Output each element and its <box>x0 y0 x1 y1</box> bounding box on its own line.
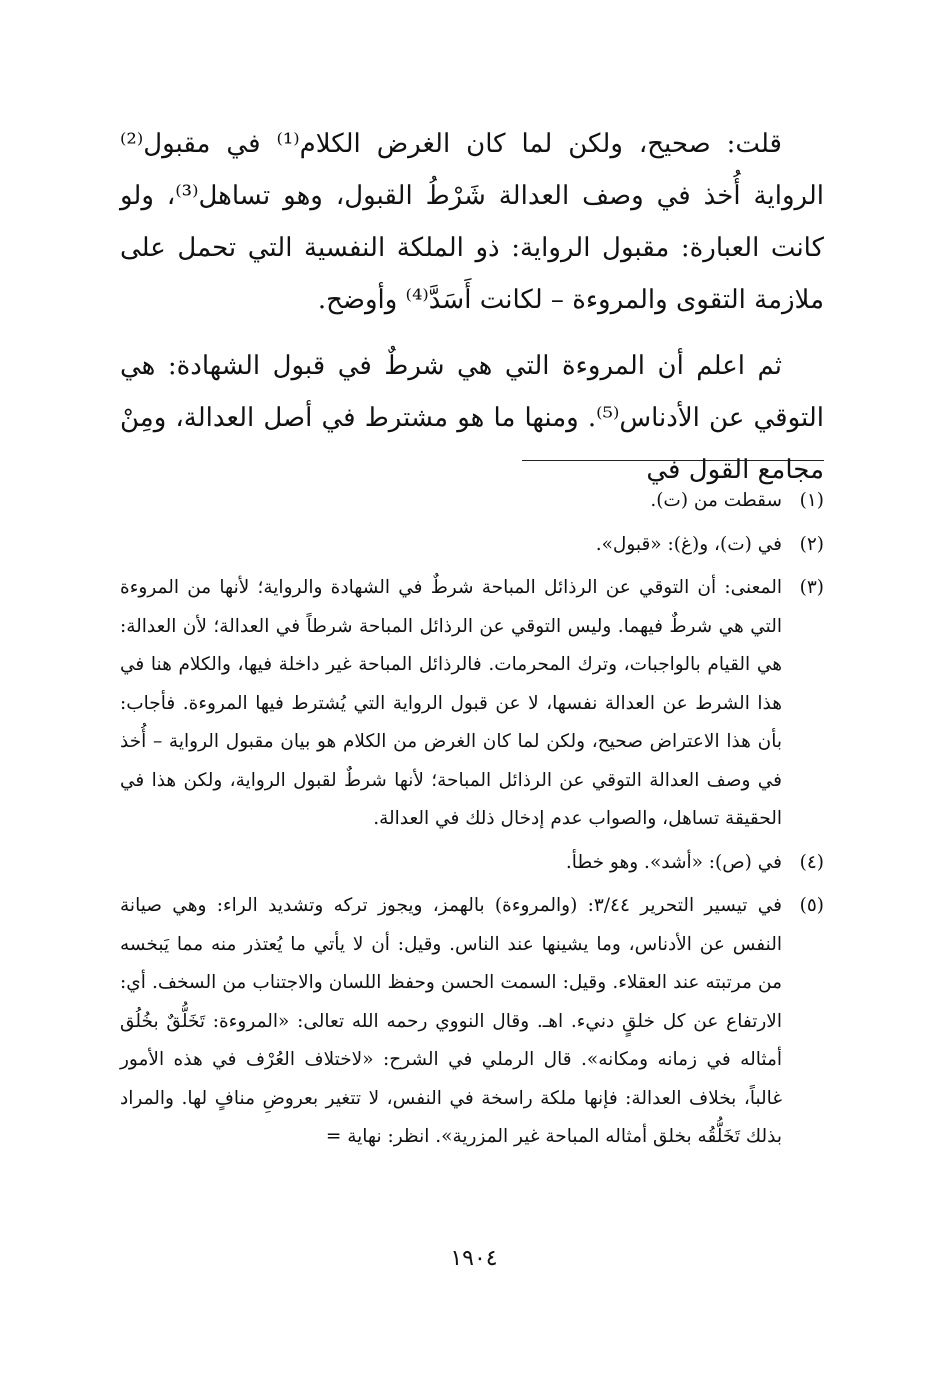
footnotes <box>120 482 824 1162</box>
main-text <box>120 118 824 510</box>
footnote-separator <box>522 460 824 461</box>
footnote-number: (١) <box>799 490 824 511</box>
footnote-number: (٤) <box>799 851 824 873</box>
footnote-1 <box>120 482 824 521</box>
main-paragraph-1: قلت: صحيح، ولكن لما كان الغرض الكلام⁽¹⁾ في مقبول⁽²⁾ الرواية أُخذ في وصف العدالة شَرْطُ القبول، وهو تساهل⁽³⁾، ولو كانت العبارة: مقبول الرواية: ذو الملكة النفسية التي تحمل على ملازمة التقوى والمروءة – لكانت أَسَدَّ⁽⁴⁾ وأوضح. <box>120 129 824 315</box>
footnote-text: في (ت)، و(غ): «قبول». <box>595 533 782 555</box>
footnote-5 <box>120 887 824 1157</box>
footnote-2 <box>120 526 824 565</box>
footnote-number: (٢) <box>799 533 824 555</box>
page-number: ١٩٠٤ <box>450 1246 498 1271</box>
footnote-text: في تيسير التحرير ٣/٤٤: (والمروءة) بالهمز، ويجوز تركه وتشديد الراء: وهي صيانة النفس عن الأدناس، وما يشينها عند الناس. وقيل: أن لا يأتي ما يُعتذر منه مما يَبخسه من مرتبته عند العقلاء. وقيل: السمت الحسن وحفظ اللسان والاجتناب من السخف. أي: الارتفاع عن كل خلقٍ دنيء. اهـ. وقال النووي رحمه الله تعالى: «المروءة: تَخَلُّقٌ بخُلُق أمثاله في زمانه ومكانه». قال الرملي في الشرح: «لاختلاف العُرْف في هذه الأمور غالباً، بخلاف العدالة: فإنها ملكة راسخة في النفس، لا تتغير بعروضِ منافٍ لها. والمراد بذلك تَخَلُّقُه بخلق أمثاله المباحة غير المزرية». انظر: نهاية = <box>120 895 783 1147</box>
footnote-4 <box>120 844 824 883</box>
footnote-number: (٥) <box>799 895 824 916</box>
footnote-number: (٣) <box>799 577 824 598</box>
footnote-text: سقطت من (ت). <box>650 490 782 511</box>
footnote-text: المعنى: أن التوقي عن الرذائل المباحة شرطٌ في الشهادة والرواية؛ لأنها من المروءة التي هي شرطٌ فيهما. وليس التوقي عن الرذائل المباحة شرطاً في العدالة؛ لأن العدالة: هي القيام بالواجبات، وترك المحرمات. فالرذائل المباحة غير داخلة فيها، والكلام هنا في هذا الشرط عن العدالة نفسها، لا عن قبول الرواية التي يُشترط فيها المروءة. فأجاب: بأن هذا الاعتراض صحيح، ولكن لما كان الغرض من الكلام هو بيان مقبول الرواية – أُخذ في وصف العدالة التوقي عن الرذائل المباحة؛ لأنها شرطٌ لقبول الرواية، ولكن هذا في الحقيقة تساهل، والصواب عدم إدخال ذلك في العدالة. <box>120 577 783 829</box>
footnote-text: في (ص): «أشد». وهو خطأ. <box>565 851 782 873</box>
main-paragraph-2: ثم اعلم أن المروءة التي هي شرطٌ في قبول الشهادة: هي التوقي عن الأدناس⁽⁵⁾. ومنها ما هو مشترط في أصل العدالة، ومِنْ مجامع القول في <box>120 351 824 485</box>
footnote-3 <box>120 569 824 839</box>
